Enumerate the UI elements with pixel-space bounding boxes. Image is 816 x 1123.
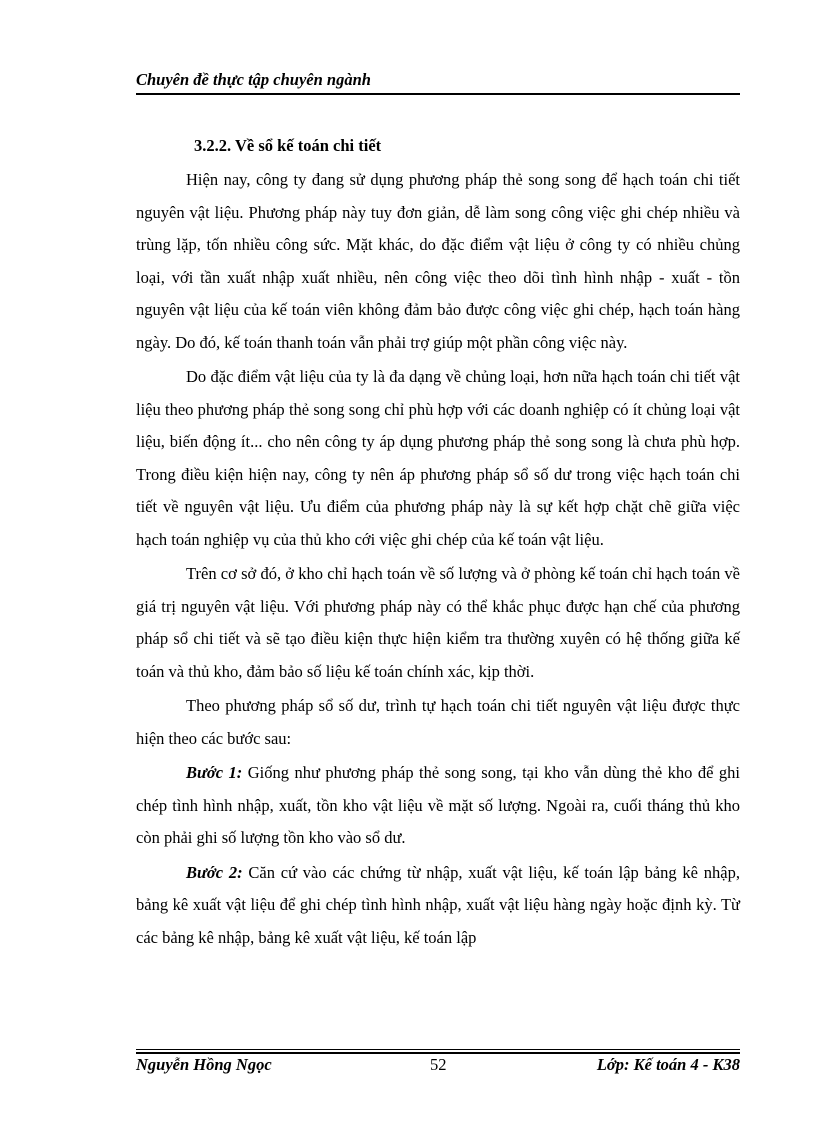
page-header-title: Chuyên đề thực tập chuyên ngành: [136, 70, 371, 89]
paragraph-step-1: [136, 757, 740, 855]
step-1-label: Bước 1:: [186, 763, 243, 782]
paragraph-3: Trên cơ sở đó, ở kho chỉ hạch toán về số lượng và ở phòng kế toán chỉ hạch toán về giá trị nguyên vật liệu. Với phương pháp này có thể khắc phục được hạn chế của phương pháp sổ chi tiết và sẽ tạo điều kiện thực hiện kiểm tra thường xuyên có hệ thống giữa kế toán và thủ kho, đảm bảo số liệu kế toán chính xác, kịp thời.: [136, 564, 740, 681]
document-body: [136, 134, 740, 956]
header-divider: [136, 93, 740, 95]
footer-divider-thin: [136, 1049, 740, 1050]
section-heading: 3.2.2. Về sổ kế toán chi tiết: [194, 136, 382, 155]
paragraph-2: Do đặc điểm vật liệu của ty là đa dạng về chủng loại, hơn nữa hạch toán chi tiết vật liệu theo phương pháp thẻ song song chỉ phù hợp với các doanh nghiệp có ít chủng loại vật liệu, biến động ít... cho nên công ty áp dụng phương pháp thẻ song song là chưa phù hợp. Trong điều kiện hiện nay, công ty nên áp phương pháp sổ số dư trong việc hạch toán chi tiết về nguyên vật liệu. Ưu điểm của phương pháp này là sự kết hợp chặt chẽ giữa việc hạch toán nghiệp vụ của thủ kho cới việc ghi chép của kế toán vật liệu.: [136, 367, 740, 549]
step-2-label: Bước 2:: [186, 862, 243, 882]
page-number: 52: [430, 1055, 447, 1074]
paragraph-4: Theo phương pháp sổ số dư, trình tự hạch toán chi tiết nguyên vật liệu được thực hiện theo các bước sau:: [136, 696, 740, 748]
footer-author: Nguyễn Hồng Ngọc: [136, 1055, 272, 1074]
paragraph-1: Hiện nay, công ty đang sử dụng phương pháp thẻ song song để hạch toán chi tiết nguyên vật liệu. Phương pháp này tuy đơn giản, dễ làm song công việc ghi chép nhiều và trùng lặp, tốn nhiều công sức. Mặt khác, do đặc điểm vật liệu ở công ty có nhiều chủng loại, với tần xuất nhập xuất nhiều, nên công việc theo dõi tình hình nhập - xuất - tồn nguyên vật liệu của kế toán viên không đảm bảo được công việc ghi chép, hạch toán hàng ngày. Do đó, kế toán thanh toán vẫn phải trợ giúp một phần công việc này.: [136, 170, 740, 352]
step-2-text: Căn cứ vào các chứng từ nhập, xuất vật liệu, kế toán lập bảng kê nhập, bảng kê xuất vật liệu để ghi chép tình hình nhập, xuất vật liệu hàng ngày hoặc định kỳ. Từ các bảng kê nhập, bảng kê xuất vật liệu, kế toán lập: [136, 862, 740, 947]
page-footer: [136, 1055, 740, 1077]
footer-divider-thick: [136, 1052, 740, 1054]
step-1-text: Giống như phương pháp thẻ song song, tại kho vẫn dùng thẻ kho để ghi chép tình hình nhập, xuất, tồn kho vật liệu về mặt số lượng. Ngoài ra, cuối tháng thủ kho còn phải ghi số lượng tồn kho vào sổ dư.: [136, 763, 740, 847]
paragraph-step-2: [136, 857, 740, 955]
footer-class: Lớp: Kế toán 4 - K38: [596, 1055, 740, 1074]
